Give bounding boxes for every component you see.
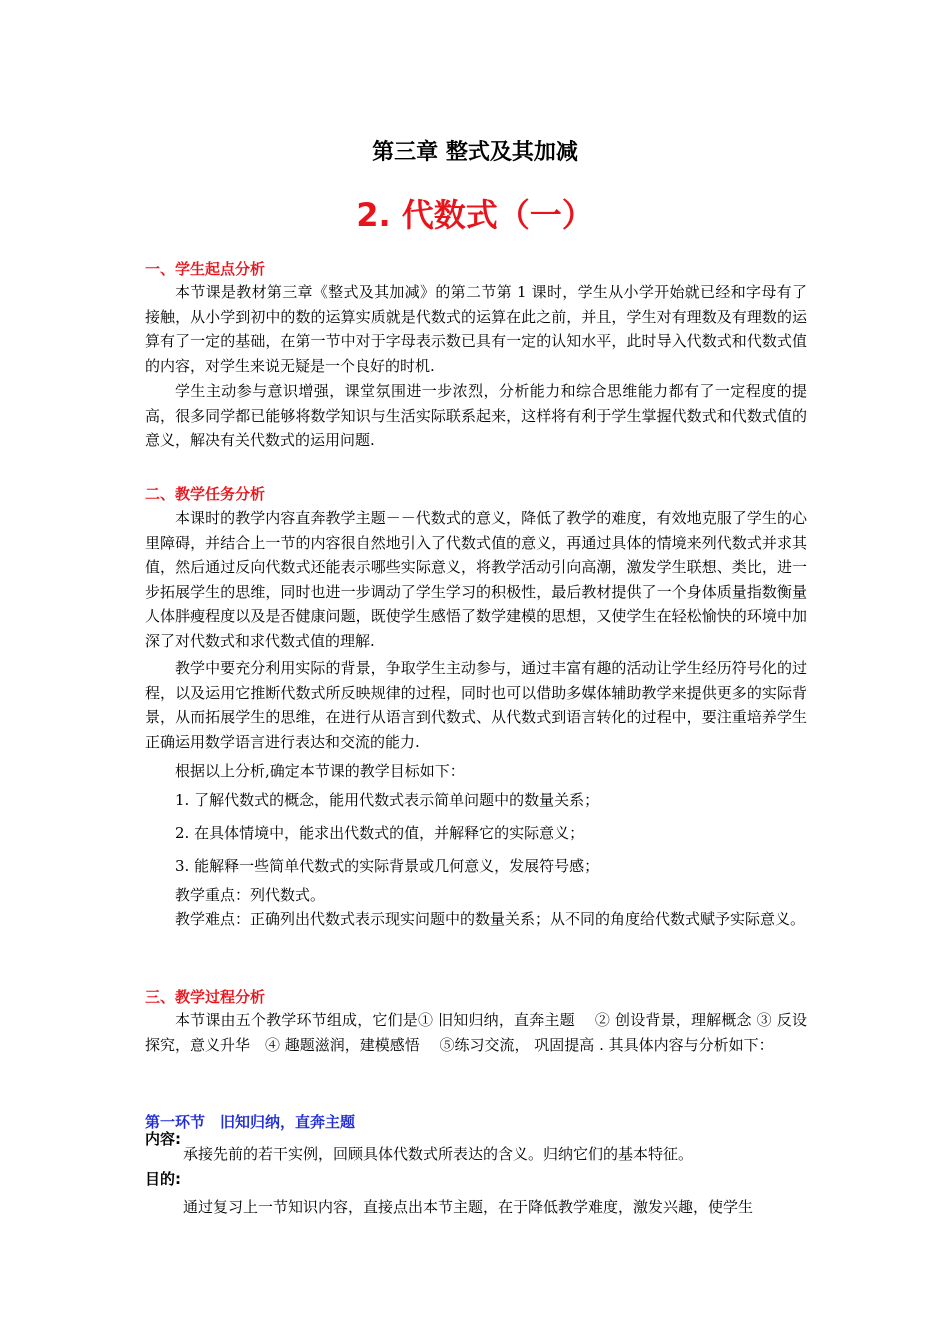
section1-heading: 一、学生起点分析: [145, 260, 266, 278]
teaching-key-point: 教学重点：列代数式。: [175, 886, 326, 904]
section3-paragraph: 本节课由五个教学环节组成，它们是① 旧知归纳，直奔主题 ② 创设背景，理解概念 ③ 反设探究，意义升华 ④ 趣题滋润，建模感悟 ⑤练习交流， 巩固提高 . 其具体内容与分析如下：: [145, 1011, 807, 1054]
section1-paragraph-2: 学生主动参与意识增强，课堂氛围进一步浓烈，分析能力和综合思维能力都有了一定程度的提高，很多同学都已能够将数学知识与生活实际联系起来，这样将有利于学生掌握代数式和代数式值的意义，解决有关代数式的运用问题.: [145, 382, 807, 449]
section2-paragraph-1: 本课时的教学内容直奔教学主题－－代数式的意义，降低了教学的难度，有效地克服了学生的心里障碍，并结合上一节的内容很自然地引入了代数式值的意义，再通过具体的情境来列代数式并求其值，然后通过反向代数式还能表示哪些实际意义，将教学活动引向高潮，激发学生联想、类比，进一步拓展学生的思维，同时也进一步调动了学生学习的积极性，最后教材提供了一个身体质量指数衡量人体胖瘦程度以及是否健康问题，既使学生感悟了数学建模的思想，又使学生在轻松愉快的环境中加深了对代数式和求代数式值的理解.: [145, 509, 807, 650]
content-text: 承接先前的若干实例，回顾具体代数式所表达的含义。归纳它们的基本特征。: [183, 1145, 694, 1163]
section2-heading: 二、教学任务分析: [145, 485, 266, 503]
purpose-label: 目的:: [145, 1170, 181, 1188]
content-label: 内容:: [145, 1130, 181, 1148]
chapter-title: 第三章 整式及其加减: [372, 140, 578, 165]
teaching-difficulty: 教学难点：正确列出代数式表示现实问题中的数量关系；从不同的角度给代数式赋予实际意义。: [175, 910, 806, 928]
lesson-title: 2. 代数式（一）: [356, 196, 594, 234]
goals-intro: 根据以上分析,确定本节课的教学目标如下：: [175, 762, 465, 780]
section2-paragraph-2: 教学中要充分利用实际的背景，争取学生主动参与，通过丰富有趣的活动让学生经历符号化的过程，以及运用它推断代数式所反映规律的过程，同时也可以借助多媒体辅助教学来提供更多的实际背景，从而拓展学生的思维，在进行从语言到代数式、从代数式到语言转化的过程中，要注重培养学生正确运用数学语言进行表达和交流的能力.: [145, 659, 807, 751]
section3-heading: 三、教学过程分析: [145, 988, 266, 1006]
goal-item-2: 2. 在具体情境中，能求出代数式的值，并解释它的实际意义；: [175, 824, 585, 842]
purpose-text: 通过复习上一节知识内容，直接点出本节主题，在于降低教学难度，激发兴趣，使学生: [183, 1198, 754, 1216]
goal-item-3: 3. 能解释一些简单代数式的实际背景或几何意义，发展符号感；: [175, 857, 600, 875]
section1-paragraph-1: 本节课是教材第三章《整式及其加减》的第二节第 1 课时，学生从小学开始就已经和字母有了接触，从小学到初中的数的运算实质就是代数式的运算在此之前，并且，学生对有理数及有理数的运算有了一定的基础，在第一节中对于字母表示数已具有一定的认知水平，此时导入代数式和代数式值的内容，对学生来说无疑是一个良好的时机.: [145, 283, 807, 375]
stage1-heading: 第一环节 旧知归纳，直奔主题: [145, 1113, 356, 1131]
goal-item-1: 1. 了解代数式的概念，能用代数式表示简单问题中的数量关系；: [175, 791, 600, 809]
